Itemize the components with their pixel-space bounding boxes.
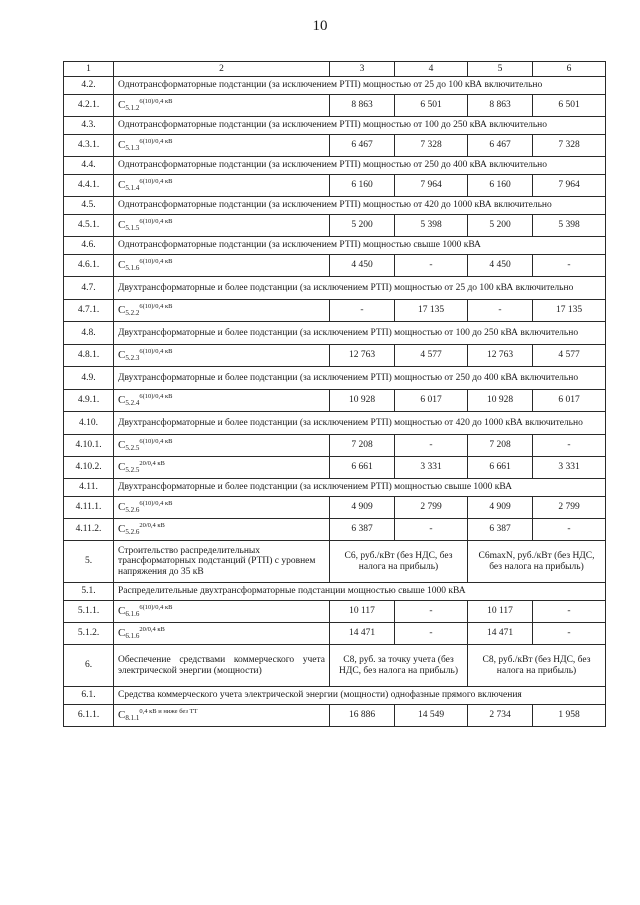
- rate-code-letter: C: [118, 461, 126, 474]
- rate-value: 16 886: [330, 705, 395, 727]
- rate-value: 6 661: [468, 457, 533, 479]
- table-row: [64, 705, 606, 727]
- row-number: 4.9.1.: [64, 390, 114, 412]
- row-number: 4.8.1.: [64, 345, 114, 367]
- rate-value: 2 734: [468, 705, 533, 727]
- rate-code: [114, 95, 330, 117]
- rate-value: 17 135: [533, 300, 606, 322]
- rate-value: 6 501: [395, 95, 468, 117]
- table-row: [64, 197, 606, 215]
- rate-code-index: 6.1.6: [125, 610, 140, 619]
- rate-value: 4 450: [468, 255, 533, 277]
- rate-code: [114, 300, 330, 322]
- rate-value: 4 577: [395, 345, 468, 367]
- row-number: 6.1.1.: [64, 705, 114, 727]
- rate-code: [114, 497, 330, 519]
- rate-value: 6 467: [330, 135, 395, 157]
- section-title: Средства коммерческого учета электрической энергии (мощности) однофазные прямого включения: [114, 687, 606, 705]
- rate-code-index: 5.2.6: [125, 506, 140, 515]
- rate-value: 5 200: [468, 215, 533, 237]
- rate-value: -: [468, 300, 533, 322]
- rate-value: -: [533, 623, 606, 645]
- row-number: 4.6.1.: [64, 255, 114, 277]
- row-number: 4.5.: [64, 197, 114, 215]
- rate-code-letter: C: [118, 439, 126, 452]
- table-row: [64, 412, 606, 435]
- header-cell: 2: [114, 62, 330, 77]
- rate-code-index: 5.2.5: [125, 444, 140, 453]
- row-number: 4.10.2.: [64, 457, 114, 479]
- row-number: 4.3.: [64, 117, 114, 135]
- rate-code: [114, 345, 330, 367]
- rate-code-voltage: 20/0,4 кВ: [139, 522, 165, 530]
- header-row: [64, 62, 606, 77]
- rate-value: 17 135: [395, 300, 468, 322]
- rate-value: -: [533, 435, 606, 457]
- row-number: 4.11.: [64, 479, 114, 497]
- row-number: 4.7.1.: [64, 300, 114, 322]
- rate-code: [114, 623, 330, 645]
- section-title: Однотрансформаторные подстанции (за исключением РТП) мощностью свыше 1000 кВА: [114, 237, 606, 255]
- rate-value: 6 467: [468, 135, 533, 157]
- rate-value: 6 387: [468, 519, 533, 541]
- rate-code: [114, 705, 330, 727]
- section-title: Однотрансформаторные подстанции (за исключением РТП) мощностью от 250 до 400 кВА включительно: [114, 157, 606, 175]
- rate-code-letter: C: [118, 99, 126, 112]
- table-row: [64, 497, 606, 519]
- table-row: [64, 645, 606, 687]
- rate-value: -: [395, 519, 468, 541]
- rate-value: 2 799: [395, 497, 468, 519]
- rate-code-index: 6.1.6: [125, 632, 140, 641]
- table-row: [64, 457, 606, 479]
- rate-code-index: 5.1.6: [125, 264, 140, 273]
- table-row: [64, 77, 606, 95]
- rate-code-voltage: 6(10)/0,4 кВ: [139, 138, 173, 146]
- rate-value: 12 763: [330, 345, 395, 367]
- table-row: [64, 215, 606, 237]
- rate-value: 4 577: [533, 345, 606, 367]
- rate-value: 8 863: [330, 95, 395, 117]
- row-number: 5.1.: [64, 583, 114, 601]
- rate-value: -: [395, 435, 468, 457]
- table-row: [64, 255, 606, 277]
- section-title: Распределительные двухтрансформаторные подстанции мощностью свыше 1000 кВА: [114, 583, 606, 601]
- rate-value: 5 398: [395, 215, 468, 237]
- section-title: Однотрансформаторные подстанции (за исключением РТП) мощностью от 100 до 250 кВА включительно: [114, 117, 606, 135]
- table-row: [64, 623, 606, 645]
- header-cell: 5: [468, 62, 533, 77]
- rate-code-index: 5.2.5: [125, 466, 140, 475]
- header-cell: 1: [64, 62, 114, 77]
- rate-value: 6 160: [468, 175, 533, 197]
- table-row: [64, 157, 606, 175]
- row-number: 4.10.: [64, 412, 114, 435]
- rate-value: 14 549: [395, 705, 468, 727]
- rate-value: -: [330, 300, 395, 322]
- table-row: [64, 277, 606, 300]
- rate-value: 10 928: [330, 390, 395, 412]
- table-row: [64, 435, 606, 457]
- section-title: Однотрансформаторные подстанции (за исключением РТП) мощностью от 25 до 100 кВА включительно: [114, 77, 606, 95]
- rate-value: -: [533, 519, 606, 541]
- table-row: [64, 519, 606, 541]
- rate-code-index: 5.1.4: [125, 184, 140, 193]
- rate-value: 7 328: [533, 135, 606, 157]
- rate-code-voltage: 6(10)/0,4 кВ: [139, 348, 173, 356]
- row-number: 4.11.2.: [64, 519, 114, 541]
- table-row: [64, 583, 606, 601]
- rate-code-letter: C: [118, 394, 126, 407]
- table-row: [64, 687, 606, 705]
- table-row: [64, 601, 606, 623]
- table-row: [64, 95, 606, 117]
- table-row: [64, 390, 606, 412]
- section-title: Двухтрансформаторные и более подстанции (за исключением РТП) мощностью от 250 до 400 кВА включительно: [114, 367, 606, 390]
- rate-value: -: [395, 623, 468, 645]
- table-row: [64, 300, 606, 322]
- row-number: 4.10.1.: [64, 435, 114, 457]
- rate-value: 1 958: [533, 705, 606, 727]
- rate-code: [114, 457, 330, 479]
- section-title: Обеспечение средствами коммерческого учета электрической энергии (мощности): [114, 645, 330, 687]
- rate-value: 4 909: [468, 497, 533, 519]
- rate-code-voltage: 0,4 кВ и ниже без ТТ: [139, 708, 198, 716]
- section-title: Однотрансформаторные подстанции (за исключением РТП) мощностью от 420 до 1000 кВА включительно: [114, 197, 606, 215]
- section-title: Двухтрансформаторные и более подстанции (за исключением РТП) мощностью свыше 1000 кВА: [114, 479, 606, 497]
- row-number: 6.: [64, 645, 114, 687]
- rate-value: 6 501: [533, 95, 606, 117]
- rate-value: 6 017: [395, 390, 468, 412]
- table-row: [64, 135, 606, 157]
- table-row: [64, 175, 606, 197]
- rate-value: 10 117: [330, 601, 395, 623]
- rate-value: 4 909: [330, 497, 395, 519]
- rate-code-letter: C: [118, 605, 126, 618]
- rate-code-letter: C: [118, 501, 126, 514]
- rate-code-letter: C: [118, 304, 126, 317]
- table-row: [64, 117, 606, 135]
- section-title: Строительство распределительных трансформаторных подстанций (РТП) с уровнем напряжения до 35 кВ: [114, 541, 330, 583]
- row-number: 5.: [64, 541, 114, 583]
- row-number: 4.4.1.: [64, 175, 114, 197]
- row-number: 4.4.: [64, 157, 114, 175]
- unit-note: C8, руб. за точку учета (без НДС, без налога на прибыль): [330, 645, 468, 687]
- row-number: 4.8.: [64, 322, 114, 345]
- row-number: 4.2.: [64, 77, 114, 95]
- rate-code-letter: C: [118, 179, 126, 192]
- table-row: [64, 345, 606, 367]
- rate-code: [114, 175, 330, 197]
- row-number: 4.2.1.: [64, 95, 114, 117]
- rate-code-voltage: 6(10)/0,4 кВ: [139, 178, 173, 186]
- rate-value: 6 017: [533, 390, 606, 412]
- rate-code-index: 5.2.6: [125, 528, 140, 537]
- rate-code-voltage: 6(10)/0,4 кВ: [139, 303, 173, 311]
- rate-code-voltage: 6(10)/0,4 кВ: [139, 98, 173, 106]
- rate-value: 7 964: [395, 175, 468, 197]
- rate-value: 6 661: [330, 457, 395, 479]
- row-number: 6.1.: [64, 687, 114, 705]
- rate-code-voltage: 20/0,4 кВ: [139, 626, 165, 634]
- row-number: 4.9.: [64, 367, 114, 390]
- table-row: [64, 479, 606, 497]
- rate-value: 6 387: [330, 519, 395, 541]
- rate-value: 10 928: [468, 390, 533, 412]
- rate-value: 2 799: [533, 497, 606, 519]
- rate-value: 14 471: [330, 623, 395, 645]
- rate-value: 4 450: [330, 255, 395, 277]
- table-row: [64, 322, 606, 345]
- rate-value: -: [533, 255, 606, 277]
- tariff-table-body: [64, 62, 606, 727]
- table-row: [64, 237, 606, 255]
- rate-code: [114, 390, 330, 412]
- rate-value: 7 208: [468, 435, 533, 457]
- rate-code-voltage: 6(10)/0,4 кВ: [139, 258, 173, 266]
- rate-value: 10 117: [468, 601, 533, 623]
- section-title: Двухтрансформаторные и более подстанции (за исключением РТП) мощностью от 420 до 1000 кВА включительно: [114, 412, 606, 435]
- rate-code: [114, 215, 330, 237]
- rate-code-voltage: 6(10)/0,4 кВ: [139, 604, 173, 612]
- row-number: 4.11.1.: [64, 497, 114, 519]
- table-row: [64, 367, 606, 390]
- rate-value: 5 200: [330, 215, 395, 237]
- rate-code-index: 5.2.2: [125, 309, 140, 318]
- rate-code: [114, 601, 330, 623]
- rate-code-voltage: 6(10)/0,4 кВ: [139, 218, 173, 226]
- rate-code-index: 5.2.4: [125, 399, 140, 408]
- section-title: Двухтрансформаторные и более подстанции (за исключением РТП) мощностью от 25 до 100 кВА включительно: [114, 277, 606, 300]
- row-number: 4.7.: [64, 277, 114, 300]
- rate-code-letter: C: [118, 709, 126, 722]
- header-cell: 4: [395, 62, 468, 77]
- unit-note: C6, руб./кВт (без НДС, без налога на прибыль): [330, 541, 468, 583]
- rate-code: [114, 255, 330, 277]
- rate-value: -: [395, 255, 468, 277]
- rate-code-letter: C: [118, 349, 126, 362]
- row-number: 4.5.1.: [64, 215, 114, 237]
- rate-code-letter: C: [118, 627, 126, 640]
- tariff-table: [63, 61, 606, 727]
- rate-value: 8 863: [468, 95, 533, 117]
- rate-value: 14 471: [468, 623, 533, 645]
- rate-value: -: [395, 601, 468, 623]
- rate-value: 7 208: [330, 435, 395, 457]
- row-number: 5.1.2.: [64, 623, 114, 645]
- rate-code-voltage: 6(10)/0,4 кВ: [139, 438, 173, 446]
- rate-code-index: 5.1.5: [125, 224, 140, 233]
- page-number: 10: [312, 18, 328, 34]
- section-title: Двухтрансформаторные и более подстанции (за исключением РТП) мощностью от 100 до 250 кВА включительно: [114, 322, 606, 345]
- rate-value: 3 331: [395, 457, 468, 479]
- row-number: 4.6.: [64, 237, 114, 255]
- rate-code: [114, 519, 330, 541]
- rate-value: 7 328: [395, 135, 468, 157]
- rate-code-voltage: 20/0,4 кВ: [139, 460, 165, 468]
- header-cell: 6: [533, 62, 606, 77]
- unit-note: C8, руб./кВт (без НДС, без налога на прибыль): [468, 645, 606, 687]
- rate-value: 7 964: [533, 175, 606, 197]
- rate-code-letter: C: [118, 259, 126, 272]
- rate-value: 5 398: [533, 215, 606, 237]
- rate-code-letter: C: [118, 523, 126, 536]
- rate-code-voltage: 6(10)/0,4 кВ: [139, 500, 173, 508]
- rate-value: 12 763: [468, 345, 533, 367]
- rate-value: 3 331: [533, 457, 606, 479]
- rate-code: [114, 135, 330, 157]
- table-row: [64, 541, 606, 583]
- row-number: 4.3.1.: [64, 135, 114, 157]
- unit-note: C6maxN, руб./кВт (без НДС, без налога на прибыль): [468, 541, 606, 583]
- rate-code-index: 8.1.1: [125, 714, 140, 723]
- rate-code-index: 5.2.3: [125, 354, 140, 363]
- rate-value: 6 160: [330, 175, 395, 197]
- rate-code-voltage: 6(10)/0,4 кВ: [139, 393, 173, 401]
- rate-code-index: 5.1.2: [125, 104, 140, 113]
- rate-code: [114, 435, 330, 457]
- rate-code-letter: C: [118, 219, 126, 232]
- rate-code-letter: C: [118, 139, 126, 152]
- header-cell: 3: [330, 62, 395, 77]
- rate-value: -: [533, 601, 606, 623]
- row-number: 5.1.1.: [64, 601, 114, 623]
- rate-code-index: 5.1.3: [125, 144, 140, 153]
